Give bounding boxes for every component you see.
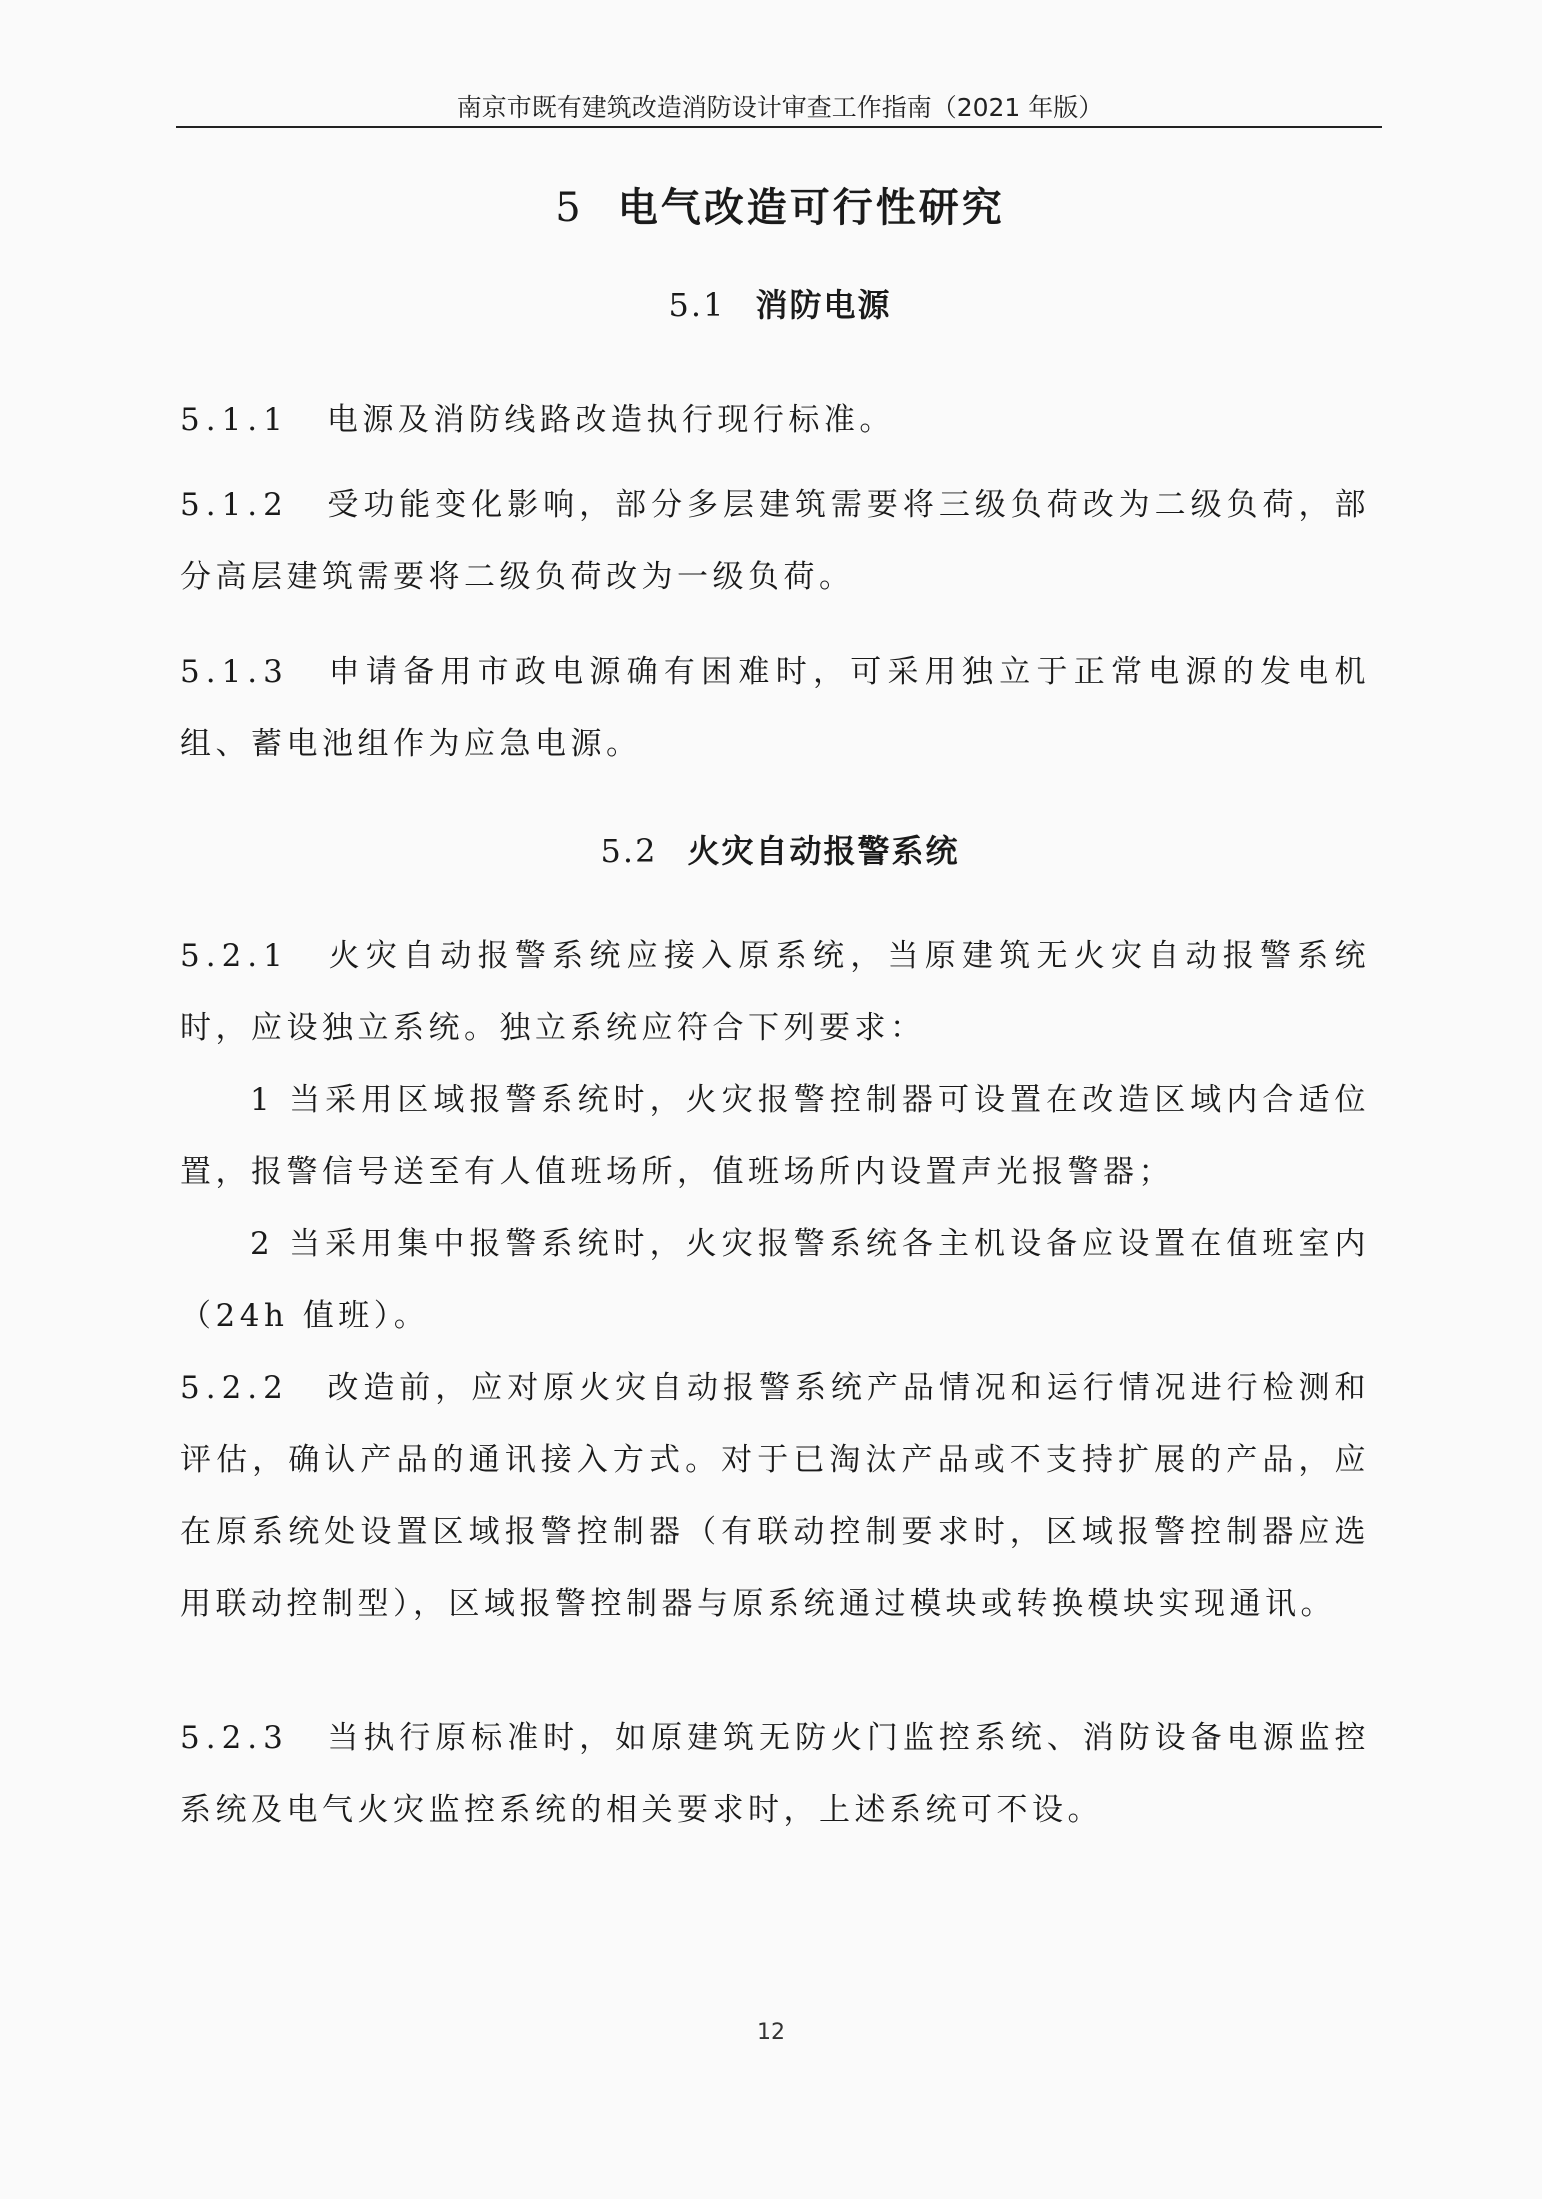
chapter-number: 5: [555, 185, 584, 231]
clause-5-1-3: [180, 636, 1370, 780]
item-text: 当采用区域报警系统时，火灾报警控制器可设置在改造区域内合适位置，报警信号送至有人值班场所，值班场所内设置声光报警器；: [180, 1082, 1370, 1190]
clause-5-1-2: [180, 469, 1370, 613]
clause-number: 5.1.2: [180, 487, 289, 523]
clause-5-2-1: [180, 920, 1370, 1064]
clause-5-2-3: [180, 1702, 1370, 1846]
chapter-title: [180, 176, 1380, 233]
header-rule: [176, 126, 1382, 128]
section-title-text: 火灾自动报警系统: [687, 832, 960, 870]
clause-text: 受功能变化影响，部分多层建筑需要将三级负荷改为二级负荷，部分高层建筑需要将二级负荷改为一级负荷。: [180, 487, 1370, 595]
clause-number: 5.2.2: [180, 1370, 289, 1406]
section-number: 5.1: [668, 286, 726, 324]
clause-text: 改造前，应对原火灾自动报警系统产品情况和运行情况进行检测和评估，确认产品的通讯接入方式。对于已淘汰产品或不支持扩展的产品，应在原系统处设置区域报警控制器（有联动控制要求时，区域报警控制器应选用联动控制型），区域报警控制器与原系统通过模块或转换模块实现通讯。: [180, 1370, 1370, 1622]
clause-number: 5.2.1: [180, 938, 289, 974]
section-number: 5.2: [600, 832, 658, 870]
clause-5-2-2: [180, 1352, 1370, 1640]
running-header: 南京市既有建筑改造消防设计审查工作指南（2021 年版）: [456, 93, 1104, 122]
item-text: 当采用集中报警系统时，火灾报警系统各主机设备应设置在值班室内（24h 值班）。: [180, 1226, 1370, 1334]
section-title-5-2: [180, 826, 1380, 872]
list-item-5-2-1-2: [180, 1208, 1370, 1352]
chapter-title-text: 电气改造可行性研究: [617, 184, 1005, 231]
clause-number: 5.1.1: [180, 402, 289, 438]
list-item-5-2-1-1: [180, 1064, 1370, 1208]
clause-number: 5.2.3: [180, 1720, 289, 1756]
section-title-text: 消防电源: [755, 286, 892, 324]
clause-number: 5.1.3: [180, 654, 289, 690]
clause-5-1-1: [180, 384, 1370, 456]
clause-text: 电源及消防线路改造执行现行标准。: [326, 402, 895, 438]
page-number: 12: [757, 2020, 785, 2045]
item-number: 2: [250, 1226, 275, 1262]
item-number: 1: [250, 1082, 275, 1118]
section-title-5-1: [180, 280, 1380, 326]
clause-text: 当执行原标准时，如原建筑无防火门监控系统、消防设备电源监控系统及电气火灾监控系统的相关要求时，上述系统可不设。: [180, 1720, 1370, 1828]
clause-text: 火灾自动报警系统应接入原系统，当原建筑无火灾自动报警系统时，应设独立系统。独立系统应符合下列要求：: [180, 938, 1370, 1046]
clause-text: 申请备用市政电源确有困难时，可采用独立于正常电源的发电机组、蓄电池组作为应急电源。: [180, 654, 1370, 762]
